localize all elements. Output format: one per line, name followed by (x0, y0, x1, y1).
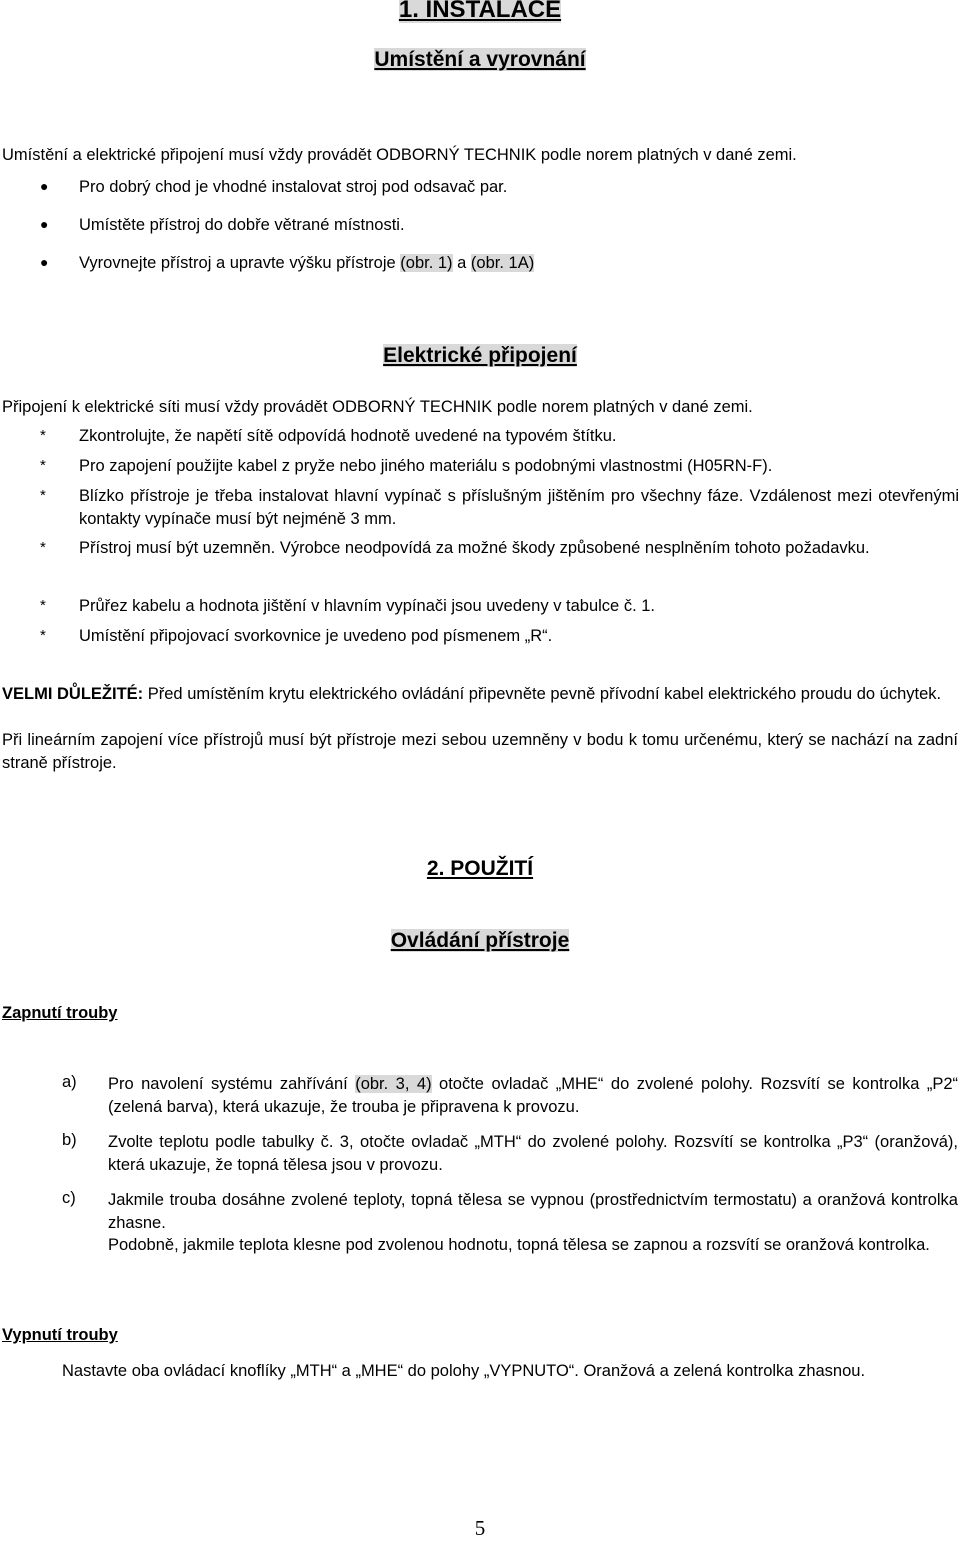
asterisk-icon: * (40, 627, 46, 644)
list-item: Přístroj musí být uzemněn. Výrobce neodpovídá za možné škody způsobené nesplněním tohoto požadavku. (79, 539, 870, 557)
bullet-text: a (452, 254, 471, 272)
step-label: a) (62, 1073, 77, 1091)
list-item: Zkontrolujte, že napětí sítě odpovídá hodnotě uvedené na typovém štítku. (79, 427, 617, 445)
electric-intro: Připojení k elektrické síti musí vždy provádět ODBORNÝ TECHNIK podle norem platných v dané zemi. (2, 398, 753, 416)
bullet-dot-icon: ● (40, 254, 49, 270)
important-label: VELMI DŮLEŽITÉ: (2, 685, 144, 703)
asterisk-icon: * (40, 487, 46, 504)
asterisk-icon: * (40, 457, 46, 474)
important-text: Před umístěním krytu elektrického ovládání připevněte pevně přívodní kabel elektrického proudu do úchytek. (143, 685, 942, 703)
section-title-usage (0, 857, 960, 881)
heading-oven-on (2, 1004, 117, 1023)
bullet-item: Umístěte přístroj do dobře větrané místnosti. (79, 216, 405, 234)
step-text-part: otočte ovladač „MHE“ do zvolené polohy. Rozsvítí se kontrolka „P2“ (zelená barva), která ukazuje, že trouba je připravena k provozu. (108, 1075, 958, 1116)
step-text: Podobně, jakmile teplota klesne pod zvolenou hodnotu, topná tělesa se zapnou a rozsvítí se oranžová kontrolka. (108, 1236, 930, 1254)
subtitle-electric (0, 344, 960, 368)
section-title-text: 1. INSTALACE (399, 0, 561, 23)
step-text: Zvolte teplotu podle tabulky č. 3, otočte ovladač „MTH“ do zvolené polohy. Rozsvítí se kontrolka „P3“ (oranžová), která ukazuje, že topná tělesa jsou v provozu. (108, 1133, 958, 1174)
bullet-text: Vyrovnejte přístroj a upravte výšku přístroje (79, 254, 401, 272)
heading-text: Zapnutí trouby (2, 1004, 118, 1022)
step-label: b) (62, 1131, 77, 1149)
intro-paragraph: Umístění a elektrické připojení musí vždy provádět ODBORNÝ TECHNIK podle norem platných v dané zemi. (2, 146, 797, 164)
heading-text: Vypnutí trouby (2, 1326, 118, 1344)
bullet-item (79, 252, 959, 275)
step-text-part: Pro navolení systému zahřívání (108, 1075, 356, 1093)
page-number: 5 (474, 1516, 486, 1540)
step-text (108, 1073, 958, 1119)
subtitle-text: Ovládání přístroje (390, 929, 570, 952)
asterisk-icon: * (40, 539, 46, 556)
asterisk-icon: * (40, 427, 46, 444)
important-note (2, 683, 958, 706)
list-item: Průřez kabelu a hodnota jištění v hlavním vypínači jsou uvedeny v tabulce č. 1. (79, 597, 655, 615)
asterisk-icon: * (40, 597, 46, 614)
subtitle-text: Elektrické připojení (383, 344, 577, 367)
section-title-text: 2. POUŽITÍ (426, 857, 534, 880)
bullet-dot-icon: ● (40, 216, 49, 232)
subtitle-placement (0, 48, 960, 72)
heading-oven-off (2, 1326, 118, 1345)
section-title-installation (0, 0, 960, 24)
figure-ref: (obr. 1A) (470, 254, 535, 272)
step-label: c) (62, 1189, 76, 1207)
list-item: Pro zapojení použijte kabel z pryže nebo jiného materiálu s podobnými vlastnostmi (H05RN-F). (79, 457, 773, 475)
oven-off-text: Nastavte oba ovládací knoflíky „MTH“ a „MHE“ do polohy „VYPNUTO“. Oranžová a zelená kontrolka zhasnou. (62, 1362, 866, 1380)
list-item: Umístění připojovací svorkovnice je uvedeno pod písmenem „R“. (79, 627, 553, 645)
subtitle-text: Umístění a vyrovnání (374, 48, 586, 71)
grounding-note: Při lineárním zapojení více přístrojů musí být přístroje mezi sebou uzemněny v bodu k tomu určenému, který se nachází na zadní straně přístroje. (2, 731, 958, 772)
bullet-item: Pro dobrý chod je vhodné instalovat stroj pod odsavač par. (79, 178, 508, 196)
step-text: Jakmile trouba dosáhne zvolené teploty, topná tělesa se vypnou (prostřednictvím termostatu) a oranžová kontrolka zhasne. (108, 1191, 958, 1232)
subtitle-controls (0, 929, 960, 953)
figure-ref: (obr. 1) (400, 254, 453, 272)
bullet-dot-icon: ● (40, 178, 49, 194)
list-item: Blízko přístroje je třeba instalovat hlavní vypínač s příslušným jištěním pro všechny fáze. Vzdálenost mezi otevřenými kontakty vypínače musí být nejméně 3 mm. (79, 487, 959, 528)
figure-ref: (obr. 3, 4) (355, 1075, 432, 1093)
